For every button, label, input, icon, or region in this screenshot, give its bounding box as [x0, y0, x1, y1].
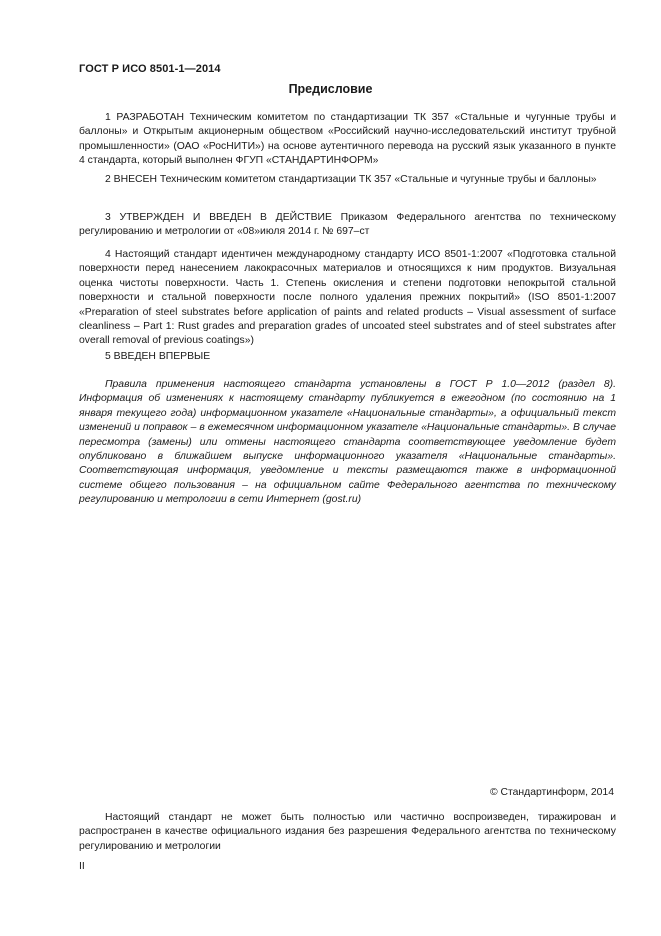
document-code: ГОСТ Р ИСО 8501-1—2014: [79, 63, 221, 75]
paragraph-submitted-by: 2 ВНЕСЕН Техническим комитетом стандартизации ТК 357 «Стальные и чугунные трубы и баллоны»: [105, 174, 597, 185]
reproduction-notice: Настоящий стандарт не может быть полностью или частично воспроизведен, тиражирован и распространен в качестве официального издания без разрешения Федерального агентства по техническому регулированию и метрологии: [79, 812, 616, 852]
paragraph-introduced-first: 5 ВВЕДЕН ВПЕРВЫЕ: [105, 351, 211, 362]
copyright-line: © Стандартинформ, 2014: [489, 787, 614, 798]
paragraph-identical-standard: 4 Настоящий стандарт идентичен международному стандарту ИСО 8501-1:2007 «Подготовка стальной поверхности перед нанесением лакокрасочных материалов и относящихся к ним продуктов. Визуальная оценка чистоты поверхности. Часть 1. Степень окисления и степени подготовки непокрытой стальной поверхности и стальной поверхности после полного удаления прежних покрытий» (ISO 8501-1:2007 «Preparation of steel substrates before application of paints and related products – Visual assessment of surface cleanliness – Part 1: Rust grades and preparation grades of uncoated steel substrates and of steel substrates after overall removal of previous coatings»): [79, 249, 616, 347]
paragraph-application-rules: Правила применения настоящего стандарта установлены в ГОСТ Р 1.0—2012 (раздел 8). Информация об изменениях к настоящему стандарту публикуется в ежегодном (по состоянию на 1 января текущего года) информационном указателе «Национальные стандарты», а официальный текст изменений и поправок – в ежемесячном информационном указателе «Национальные стандарты». В случае пересмотра (замены) или отмены настоящего стандарта соответствующее уведомление будет опубликовано в ближайшем выпуске информационного указателя «Национальные стандарты». Соответствующая информация, уведомление и тексты размещаются также в информационной системе общего пользования – на официальном сайте Федерального агентства по техническому регулированию и метрологии в сети Интернет (gost.ru): [79, 379, 616, 506]
page-number: II: [79, 861, 85, 872]
paragraph-approved: 3 УТВЕРЖДЕН И ВВЕДЕН В ДЕЙСТВИЕ Приказом Федерального агентства по техническому регулированию и метрологии от «08»июля 2014 г. № 697–ст: [79, 212, 616, 238]
paragraph-developed-by: 1 РАЗРАБОТАН Техническим комитетом по стандартизации ТК 357 «Стальные и чугунные трубы и баллоны» и Открытым акционерным обществом «Российский научно-исследовательский институт трубной промышленности» (ОАО «РосНИТИ») на основе аутентичного перевода на русский язык указанного в пункте 4 стандарта, который выполнен ФГУП «СТАНДАРТИНФОРМ»: [79, 112, 616, 167]
page-title: Предисловие: [288, 82, 373, 96]
